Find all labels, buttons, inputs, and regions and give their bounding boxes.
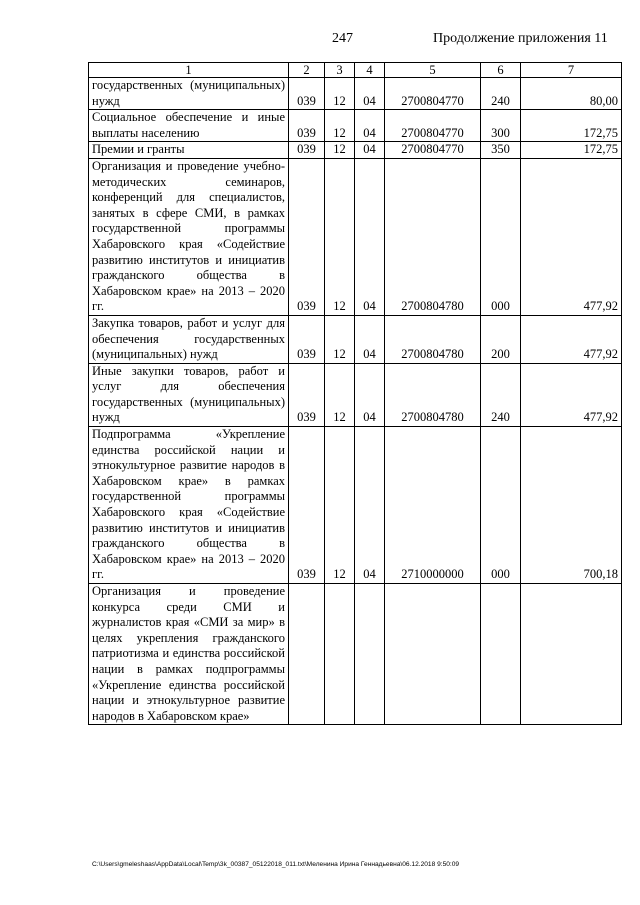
section-code: 12 [325, 142, 355, 159]
section-code [325, 584, 355, 725]
amount: 80,00 [521, 78, 622, 110]
expense-name: Иные закупки товаров, работ и услуг для обеспечения государственных (муниципальных) нужд [89, 363, 289, 426]
page-number: 247 [332, 31, 353, 46]
column-header: 1 [89, 63, 289, 78]
amount: 172,75 [521, 142, 622, 159]
amount: 477,92 [521, 158, 622, 315]
subsection-code: 04 [355, 158, 385, 315]
section-code: 12 [325, 158, 355, 315]
subsection-code: 04 [355, 427, 385, 584]
amount [521, 584, 622, 725]
table-row [89, 363, 622, 426]
expense-type-code [481, 584, 521, 725]
ministry-code: 039 [289, 315, 325, 363]
expense-name: Подпрограмма «Укрепление единства российской нации и этнокультурное развитие народов в Хабаровском крае» в рамках государственной программы Хабаровского края «Содействие развитию институтов и инициатив гражданского общества в Хабаровском крае» на 2013 – 2020 гг. [89, 427, 289, 584]
ministry-code: 039 [289, 427, 325, 584]
amount: 700,18 [521, 427, 622, 584]
expense-type-code: 000 [481, 158, 521, 315]
ministry-code [289, 584, 325, 725]
section-code: 12 [325, 315, 355, 363]
subsection-code [355, 584, 385, 725]
table-row [89, 315, 622, 363]
target-article-code [385, 584, 481, 725]
target-article-code: 2700804770 [385, 110, 481, 142]
amount: 172,75 [521, 110, 622, 142]
section-code: 12 [325, 78, 355, 110]
ministry-code: 039 [289, 110, 325, 142]
expense-type-code: 240 [481, 78, 521, 110]
expense-name: Социальное обеспечение и иные выплаты населению [89, 110, 289, 142]
ministry-code: 039 [289, 78, 325, 110]
target-article-code: 2710000000 [385, 427, 481, 584]
expense-type-code: 300 [481, 110, 521, 142]
ministry-code: 039 [289, 363, 325, 426]
amount: 477,92 [521, 363, 622, 426]
column-header: 4 [355, 63, 385, 78]
column-header: 5 [385, 63, 481, 78]
target-article-code: 2700804780 [385, 315, 481, 363]
column-header: 6 [481, 63, 521, 78]
footer-file-path: C:\Users\gmeleshaas\AppData\Local\Temp\3k_00387_05122018_011.txt\Меленина Ирина Геннадьевна\06.12.2018 9:50:09 [92, 861, 460, 868]
column-header: 3 [325, 63, 355, 78]
table-row [89, 427, 622, 584]
expense-type-code: 350 [481, 142, 521, 159]
table-row [89, 110, 622, 142]
page-caption: Продолжение приложения 11 [433, 31, 608, 46]
target-article-code: 2700804770 [385, 78, 481, 110]
amount: 477,92 [521, 315, 622, 363]
ministry-code: 039 [289, 142, 325, 159]
section-code: 12 [325, 363, 355, 426]
ministry-code: 039 [289, 158, 325, 315]
expense-name: Организация и проведение учебно-методических семинаров, конференций для специалистов, занятых в сфере СМИ, в рамках государственной программы Хабаровского края «Содействие развитию институтов и инициатив гражданского общества в Хабаровском крае» на 2013 – 2020 гг. [89, 158, 289, 315]
expense-name: Премии и гранты [89, 142, 289, 159]
expense-name: Организация и проведение конкурса среди СМИ и журналистов края «СМИ за мир» в целях укрепления гражданского патриотизма и единства российской нации в рамках подпрограммы «Укрепление единства российской нации и этнокультурное развитие народов в Хабаровском крае» [89, 584, 289, 725]
budget-table [88, 62, 622, 725]
target-article-code: 2700804770 [385, 142, 481, 159]
table-row [89, 78, 622, 110]
section-code: 12 [325, 110, 355, 142]
subsection-code: 04 [355, 142, 385, 159]
table-row [89, 158, 622, 315]
column-header: 2 [289, 63, 325, 78]
table-row [89, 142, 622, 159]
table-row [89, 584, 622, 725]
column-header: 7 [521, 63, 622, 78]
expense-type-code: 200 [481, 315, 521, 363]
table-header-row [89, 63, 622, 78]
subsection-code: 04 [355, 363, 385, 426]
subsection-code: 04 [355, 315, 385, 363]
target-article-code: 2700804780 [385, 158, 481, 315]
section-code: 12 [325, 427, 355, 584]
expense-type-code: 000 [481, 427, 521, 584]
expense-type-code: 240 [481, 363, 521, 426]
subsection-code: 04 [355, 110, 385, 142]
expense-name: Закупка товаров, работ и услуг для обеспечения государственных (муниципальных) нужд [89, 315, 289, 363]
subsection-code: 04 [355, 78, 385, 110]
target-article-code: 2700804780 [385, 363, 481, 426]
expense-name: государственных (муниципальных) нужд [89, 78, 289, 110]
